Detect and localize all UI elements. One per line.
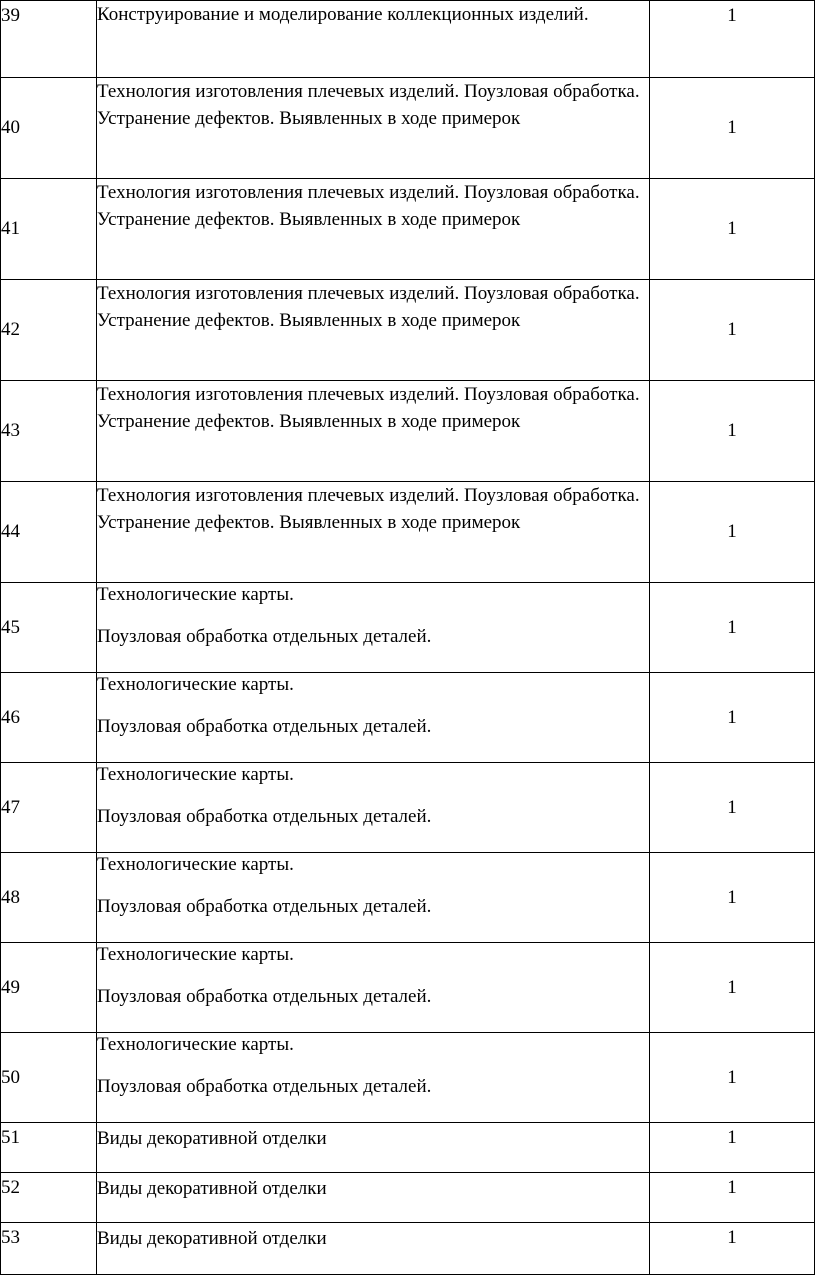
topic-line: Технологические карты. [97,944,294,965]
lesson-number: 50 [1,1033,97,1123]
lesson-number: 43 [1,381,97,482]
topic-line: Поузловая обработка отдельных деталей. [97,626,432,647]
table-row [1,673,815,763]
lesson-hours: 1 [650,583,815,673]
table-row [1,1173,815,1223]
lesson-hours: 1 [650,763,815,853]
table-row [1,1,815,78]
table-row [1,1033,815,1123]
lesson-hours: 1 [650,280,815,381]
topic-line: Виды декоративной отделки [97,1178,327,1199]
topic-line: Поузловая обработка отдельных деталей. [97,986,432,1007]
table-row [1,943,815,1033]
lesson-topic [97,381,650,482]
topic-line: Технологические карты. [97,584,294,605]
lesson-hours: 1 [650,381,815,482]
lesson-number: 52 [1,1173,97,1223]
lesson-topic [97,482,650,583]
lesson-number: 49 [1,943,97,1033]
topic-line: Технология изготовления плечевых изделий. Поузловая обработка. Устранение дефектов. Выявленных в ходе примерок [97,81,640,129]
lesson-hours: 1 [650,179,815,280]
lesson-topic [97,673,650,763]
lesson-topic [97,179,650,280]
table-row [1,763,815,853]
topic-line: Виды декоративной отделки [97,1128,327,1149]
topic-line: Технологические карты. [97,854,294,875]
lesson-topic [97,943,650,1033]
lesson-number: 47 [1,763,97,853]
topic-line: Поузловая обработка отдельных деталей. [97,716,432,737]
lesson-hours: 1 [650,78,815,179]
lesson-topic [97,1033,650,1123]
lesson-number: 46 [1,673,97,763]
topic-line: Технологические карты. [97,764,294,785]
lesson-hours: 1 [650,853,815,943]
lesson-number: 45 [1,583,97,673]
topic-line: Поузловая обработка отдельных деталей. [97,896,432,917]
lesson-hours: 1 [650,673,815,763]
lesson-number: 42 [1,280,97,381]
table-row [1,381,815,482]
lesson-hours: 1 [650,1,815,78]
lesson-hours: 1 [650,1123,815,1173]
lesson-topic [97,1223,650,1275]
lesson-number: 48 [1,853,97,943]
table-row [1,78,815,179]
topic-line: Технология изготовления плечевых изделий. Поузловая обработка. Устранение дефектов. Выявленных в ходе примерок [97,485,640,533]
topic-line: Технологические карты. [97,674,294,695]
table-row [1,853,815,943]
lesson-topic [97,1173,650,1223]
lesson-number: 40 [1,78,97,179]
topic-line: Виды декоративной отделки [97,1228,327,1249]
topic-line: Поузловая обработка отдельных деталей. [97,806,432,827]
lesson-number: 53 [1,1223,97,1275]
table-row [1,583,815,673]
lesson-number: 51 [1,1123,97,1173]
table-row [1,1223,815,1275]
lesson-topic [97,78,650,179]
topic-line: Поузловая обработка отдельных деталей. [97,1076,432,1097]
table-row [1,179,815,280]
table-row [1,1123,815,1173]
lesson-topic [97,583,650,673]
lesson-topic [97,853,650,943]
lesson-hours: 1 [650,482,815,583]
lesson-number: 41 [1,179,97,280]
topic-line: Технология изготовления плечевых изделий. Поузловая обработка. Устранение дефектов. Выявленных в ходе примерок [97,384,640,432]
lesson-topic [97,1123,650,1173]
table-row [1,280,815,381]
table-row [1,482,815,583]
topic-line: Технология изготовления плечевых изделий. Поузловая обработка. Устранение дефектов. Выявленных в ходе примерок [97,283,640,331]
topic-line: Конструирование и моделирование коллекционных изделий. [97,4,589,25]
topic-line: Технология изготовления плечевых изделий. Поузловая обработка. Устранение дефектов. Выявленных в ходе примерок [97,182,640,230]
topic-line: Технологические карты. [97,1034,294,1055]
lesson-hours: 1 [650,1173,815,1223]
lesson-hours: 1 [650,1033,815,1123]
lesson-number: 39 [1,1,97,78]
lesson-topic [97,763,650,853]
lesson-number: 44 [1,482,97,583]
lesson-topic [97,1,650,78]
lesson-topic [97,280,650,381]
lesson-hours: 1 [650,1223,815,1275]
lesson-hours: 1 [650,943,815,1033]
